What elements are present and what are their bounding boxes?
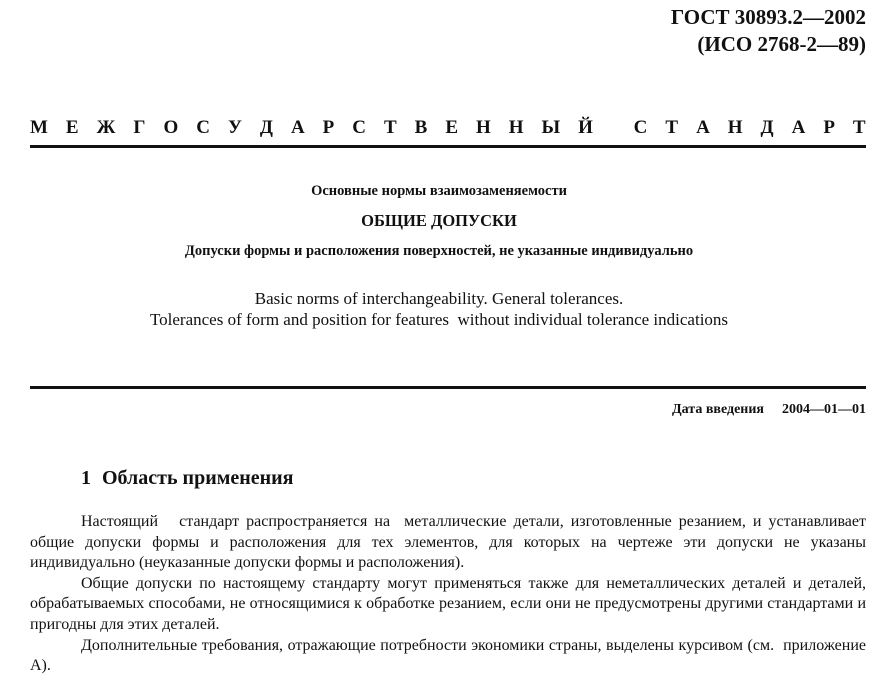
banner-letter: Е (445, 117, 458, 138)
banner-letter: С (633, 117, 648, 138)
iso-reference: (ИСО 2768-2—89) (697, 32, 866, 56)
document-identifier (671, 4, 866, 58)
banner-letter: Т (665, 117, 679, 138)
banner-letter: А (290, 117, 305, 138)
top-divider (30, 145, 866, 148)
banner-letter: Д (760, 117, 774, 138)
banner-letter: Т (852, 117, 866, 138)
banner-letter: Д (259, 117, 273, 138)
banner-letter: Г (133, 117, 146, 138)
standard-id: ГОСТ 30893.2—2002 (670, 5, 866, 29)
middle-divider (30, 386, 866, 389)
banner-letter: Н (727, 117, 743, 138)
paragraph: Общие допуски по настоящему стандарту могут применяться также для неметаллических деталей и деталей, обрабатываемых способами, не относящимися к обработке резанием, если они не предусмотрены другими стандартами и пригодны для этих деталей. (30, 574, 866, 633)
banner-letter: В (414, 117, 428, 138)
ru-subtitle: Основные нормы взаимозаменяемости (311, 183, 567, 199)
introduction-date (672, 402, 866, 418)
banner-letter: С (196, 117, 210, 138)
ru-main-title: ОБЩИЕ ДОПУСКИ (361, 211, 517, 230)
banner-word-gap (611, 117, 616, 139)
banner-letter: Й (578, 117, 593, 138)
paragraph: Настоящий стандарт распространяется на металлические детали, изготовленные резанием, и устанавливает общие допуски формы и расположения для тех элементов, для которых на чертеже эти допуски не указаны индивидуально (неуказанные допуски формы и расположения). (30, 513, 870, 572)
banner-letter: Н (475, 117, 491, 138)
banner-letter: Р (322, 117, 335, 138)
banner-letter: Т (383, 117, 397, 138)
en-title-line-2: Tolerances of form and position for features without individual tolerance indications (149, 310, 729, 329)
section-title: Область применения (102, 467, 294, 489)
banner-letter: Ы (541, 117, 561, 138)
banner-letter: Н (508, 117, 524, 138)
banner-letter: А (791, 117, 806, 138)
banner-letter: М (30, 117, 48, 138)
banner-letter: А (696, 117, 710, 138)
banner-letter: Р (823, 117, 835, 138)
banner-letter: Е (65, 117, 79, 138)
paragraph: Дополнительные требования, отражающие потребности экономики страны, выделены курсивом (см. приложение А). (30, 636, 870, 675)
section-heading (81, 467, 294, 490)
ru-description: Допуски формы и расположения поверхностей, не указанные индивидуально (184, 243, 694, 259)
banner-letter: У (227, 117, 242, 138)
section-number: 1 (81, 467, 91, 489)
section-body (30, 512, 870, 677)
interstate-standard-banner (30, 117, 866, 139)
banner-letter: С (352, 117, 366, 138)
banner-letter: Ж (96, 117, 116, 138)
introduction-date-label: Дата введения (672, 402, 764, 417)
en-title-line-1: Basic norms of interchangeability. General tolerances. (254, 289, 624, 308)
introduction-date-value: 2004—01—01 (782, 402, 866, 417)
banner-letter: О (163, 117, 179, 138)
